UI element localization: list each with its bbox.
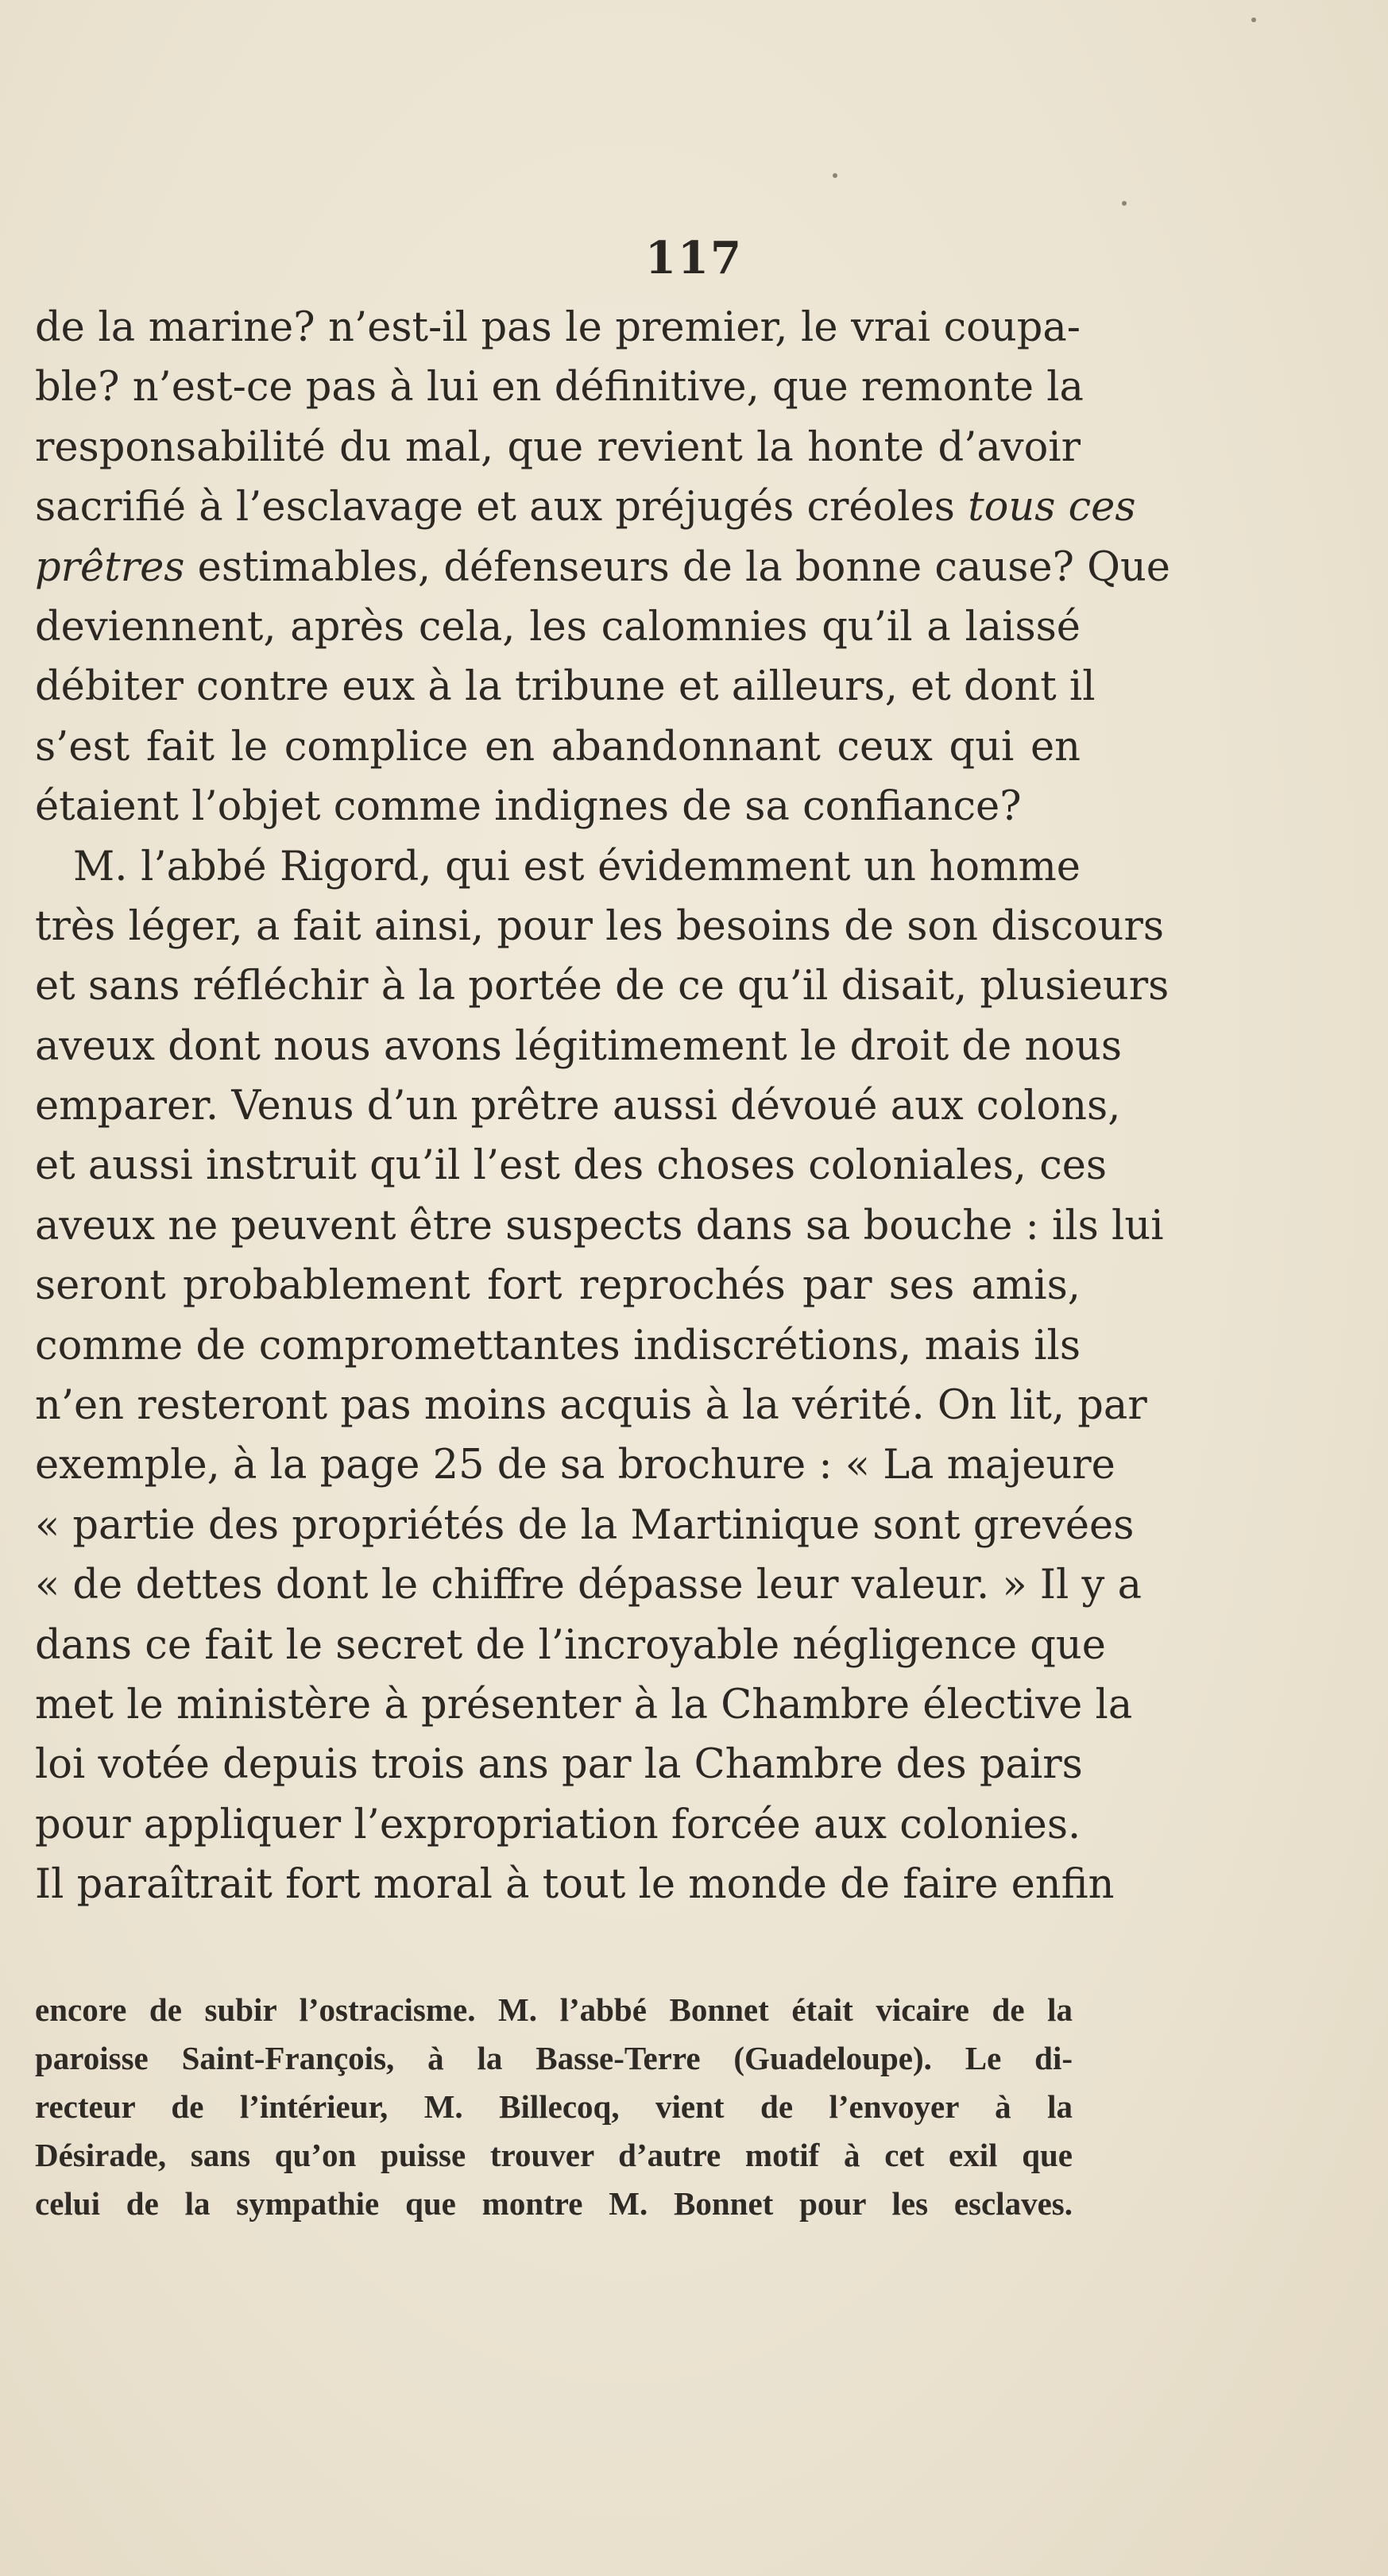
text-line: débiter contre eux à la tribune et ailleurs, et dont il — [35, 663, 1096, 711]
text-line: M. l’abbé Rigord, qui est évidemment un homme — [73, 843, 1081, 890]
footnote — [35, 1986, 1073, 2228]
text-line: « de dettes dont le chiffre dépasse leur valeur. » Il y a — [35, 1562, 1142, 1609]
text-line: « partie des propriétés de la Martinique sont grevées — [35, 1501, 1135, 1549]
text-line: aveux dont nous avons légitimement le droit de nous — [35, 1022, 1123, 1070]
text-line: et sans réfléchir à la portée de ce qu’il disait, plusieurs — [35, 963, 1170, 1010]
text-line: aveux ne peuvent être suspects dans sa bouche : ils lui — [35, 1202, 1164, 1249]
text-line: très léger, a fait ainsi, pour les besoins de son discours — [35, 902, 1165, 950]
text-line-segment: sacrifié à l’esclavage et aux préjugés créoles — [35, 484, 955, 531]
text-line: comme de compromettantes indiscrétions, mais ils — [35, 1322, 1081, 1369]
text-line: deviennent, après cela, les calomnies qu’il a laissé — [35, 603, 1081, 651]
text-line: s’est fait le complice en abandonnant ceux qui en — [35, 723, 1081, 770]
page-number: 117 — [645, 232, 743, 284]
text-line: Il paraîtrait fort moral à tout le monde de faire enfin — [35, 1861, 1115, 1909]
text-line: emparer. Venus d’un prêtre aussi dévoué aux colons, — [35, 1083, 1121, 1130]
text-line: seront probablement fort reprochés par ses amis, — [35, 1262, 1081, 1310]
text-line: n’en resteront pas moins acquis à la vérité. On lit, par — [35, 1382, 1147, 1430]
text-line: met le ministère à présenter à la Chambre élective la — [35, 1681, 1133, 1728]
text-line: et aussi instruit qu’il l’est des choses coloniales, ces — [35, 1142, 1108, 1190]
main-text — [35, 298, 1170, 1915]
text-line — [35, 477, 1136, 537]
paper-speck — [1251, 17, 1256, 22]
text-line: responsabilité du mal, que revient la honte d’avoir — [35, 423, 1081, 471]
text-line: de la marine? n’est-il pas le premier, le vrai coupa- — [35, 304, 1081, 351]
text-line-segment: estimables, défenseurs de la bonne cause? Que — [197, 543, 1170, 591]
footnote-line: recteur de l’intérieur, M. Billecoq, vient de l’envoyer à la — [35, 2088, 1073, 2125]
paper-speck — [1122, 201, 1127, 206]
footnote-line: Désirade, sans qu’on puisse trouver d’autre motif à cet exil que — [35, 2137, 1073, 2173]
text-line: ble? n’est-ce pas à lui en définitive, que remonte la — [35, 364, 1084, 411]
text-line: pour appliquer l’expropriation forcée aux colonies. — [35, 1801, 1081, 1848]
footnote-line: paroisse Saint-François, à la Basse-Terre (Guadeloupe). Le di- — [35, 2040, 1073, 2076]
text-line — [35, 538, 1170, 597]
text-line: loi votée depuis trois ans par la Chambre des pairs — [35, 1741, 1083, 1789]
text-line: dans ce fait le secret de l’incroyable négligence que — [35, 1621, 1106, 1669]
italic-phrase: tous ces — [968, 484, 1136, 531]
paper-speck — [833, 173, 837, 178]
footnote-line: celui de la sympathie que montre M. Bonnet pour les esclaves. — [35, 2185, 1073, 2222]
italic-phrase: prêtres — [35, 543, 185, 591]
text-line: étaient l’objet comme indignes de sa confiance? — [35, 783, 1022, 831]
footnote-line: encore de subir l’ostracisme. M. l’abbé Bonnet était vicaire de la — [35, 1991, 1073, 2028]
text-line: exemple, à la page 25 de sa brochure : « La majeure — [35, 1442, 1115, 1489]
